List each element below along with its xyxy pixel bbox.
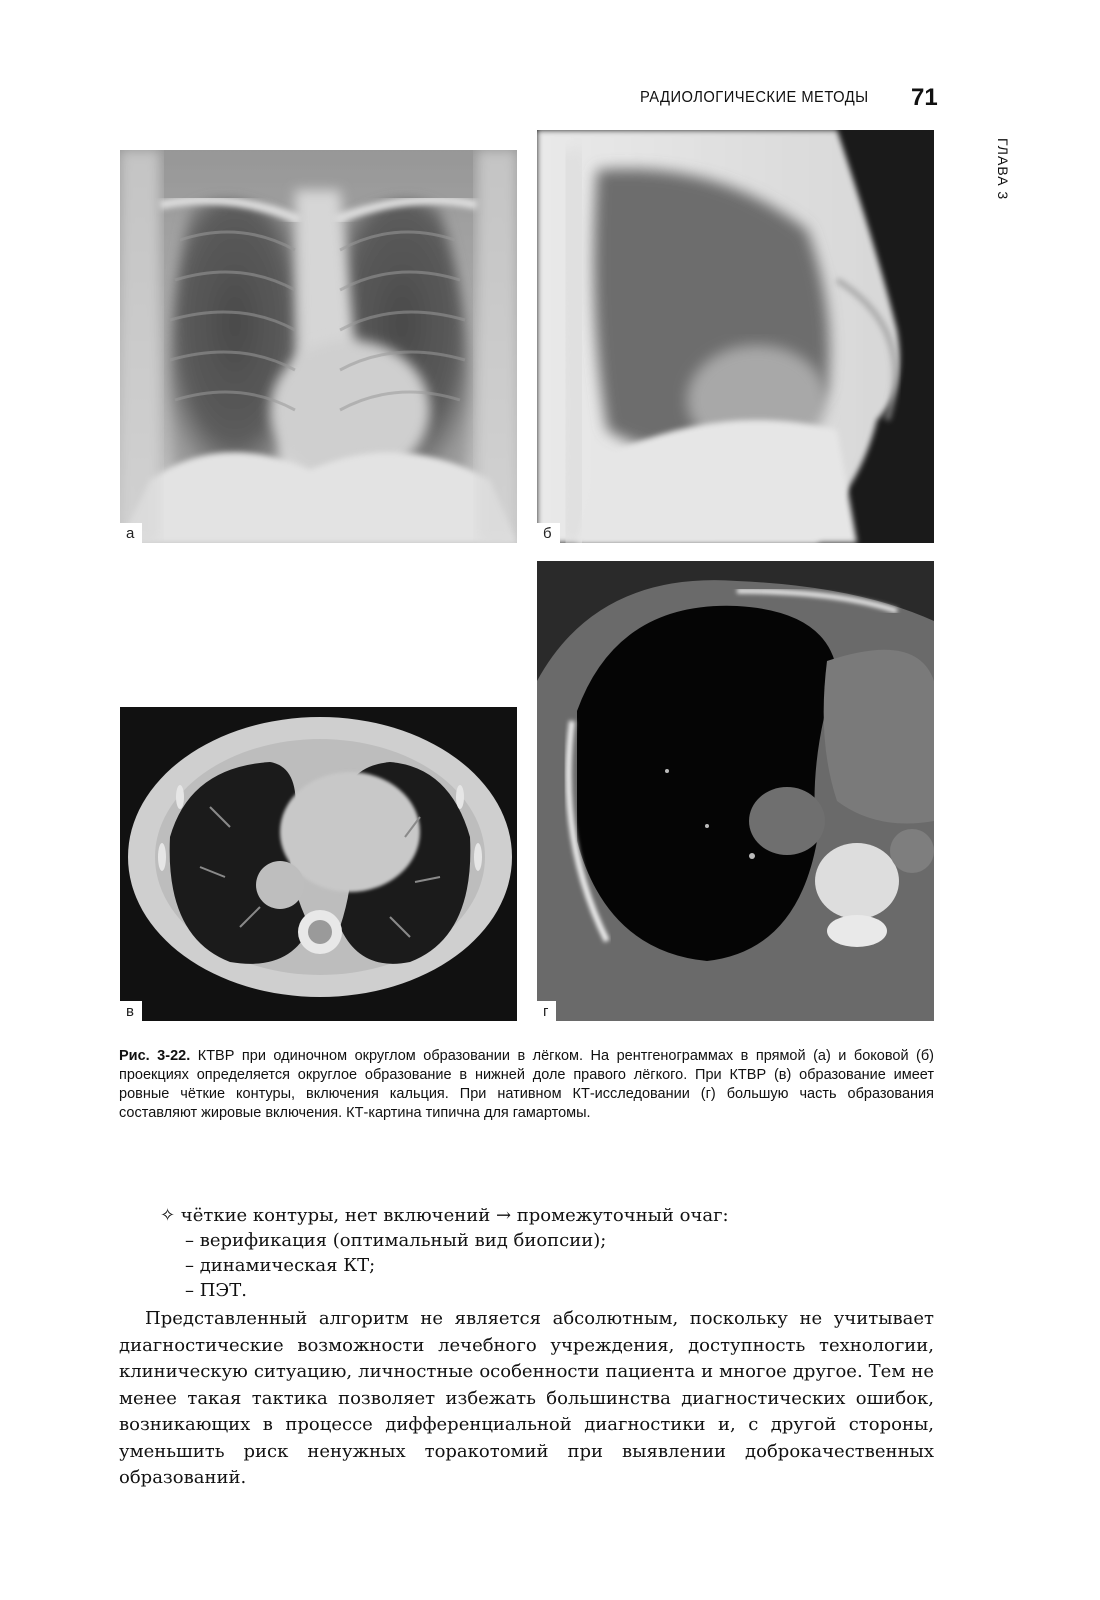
frontal-xray-image — [120, 150, 517, 543]
figure-caption-id: Рис. 3-22. — [119, 1048, 191, 1064]
running-header-title: РАДИОЛОГИЧЕСКИЕ МЕТОДЫ — [640, 89, 869, 106]
figure-panel-a-frontal-xray — [120, 150, 517, 543]
bullet-item: ✧ чёткие контуры, нет включений → промежуточный очаг: — [160, 1205, 729, 1226]
dash-item-pet: – ПЭТ. — [185, 1280, 247, 1301]
chapter-tab: ГЛАВА 3 — [995, 138, 1011, 201]
figure-panel-b-lateral-xray — [537, 130, 934, 543]
figure-caption — [119, 1047, 934, 1123]
native-ct-image — [537, 561, 934, 1021]
panel-label-a: а — [120, 523, 142, 543]
lateral-xray-image — [537, 130, 934, 543]
figure-panel-v-hrct — [120, 707, 517, 1021]
panel-label-g: г — [537, 1001, 556, 1021]
dash-item-verification: – верификация (оптимальный вид биопсии); — [185, 1230, 607, 1251]
dash-item-dynamic-ct: – динамическая КТ; — [185, 1255, 376, 1276]
hrct-image — [120, 707, 517, 1021]
panel-label-v: в — [120, 1001, 142, 1021]
figure-panel-g-native-ct — [537, 561, 934, 1021]
body-paragraph: Представленный алгоритм не является абсолютным, поскольку не учитывает диагностические возможности лечебного учреждения, доступность технологии, клиническую ситуацию, личностные особенности пациента и многое другое. Тем не менее такая тактика позволяет избежать большинства диагностических ошибок, возникающих в процессе дифференциальной диагностики и, с другой стороны, уменьшить риск ненужных торакотомий при выявлении доброкачественных образований. — [119, 1308, 934, 1488]
figure-caption-text: КТВР при одиночном округлом образовании в лёгком. На рентгенограммах в прямой (а) и боковой (б) проекциях определяется округлое образование в нижней доле правого лёгкого. При КТВР (в) образование имеет ровные чёткие контуры, включения кальция. При нативном КТ-исследовании (г) большую часть образования составляют жировые включения. КТ-картина типична для гамартомы. — [119, 1048, 935, 1121]
panel-label-b: б — [537, 523, 560, 543]
page-number: 71 — [911, 84, 938, 111]
